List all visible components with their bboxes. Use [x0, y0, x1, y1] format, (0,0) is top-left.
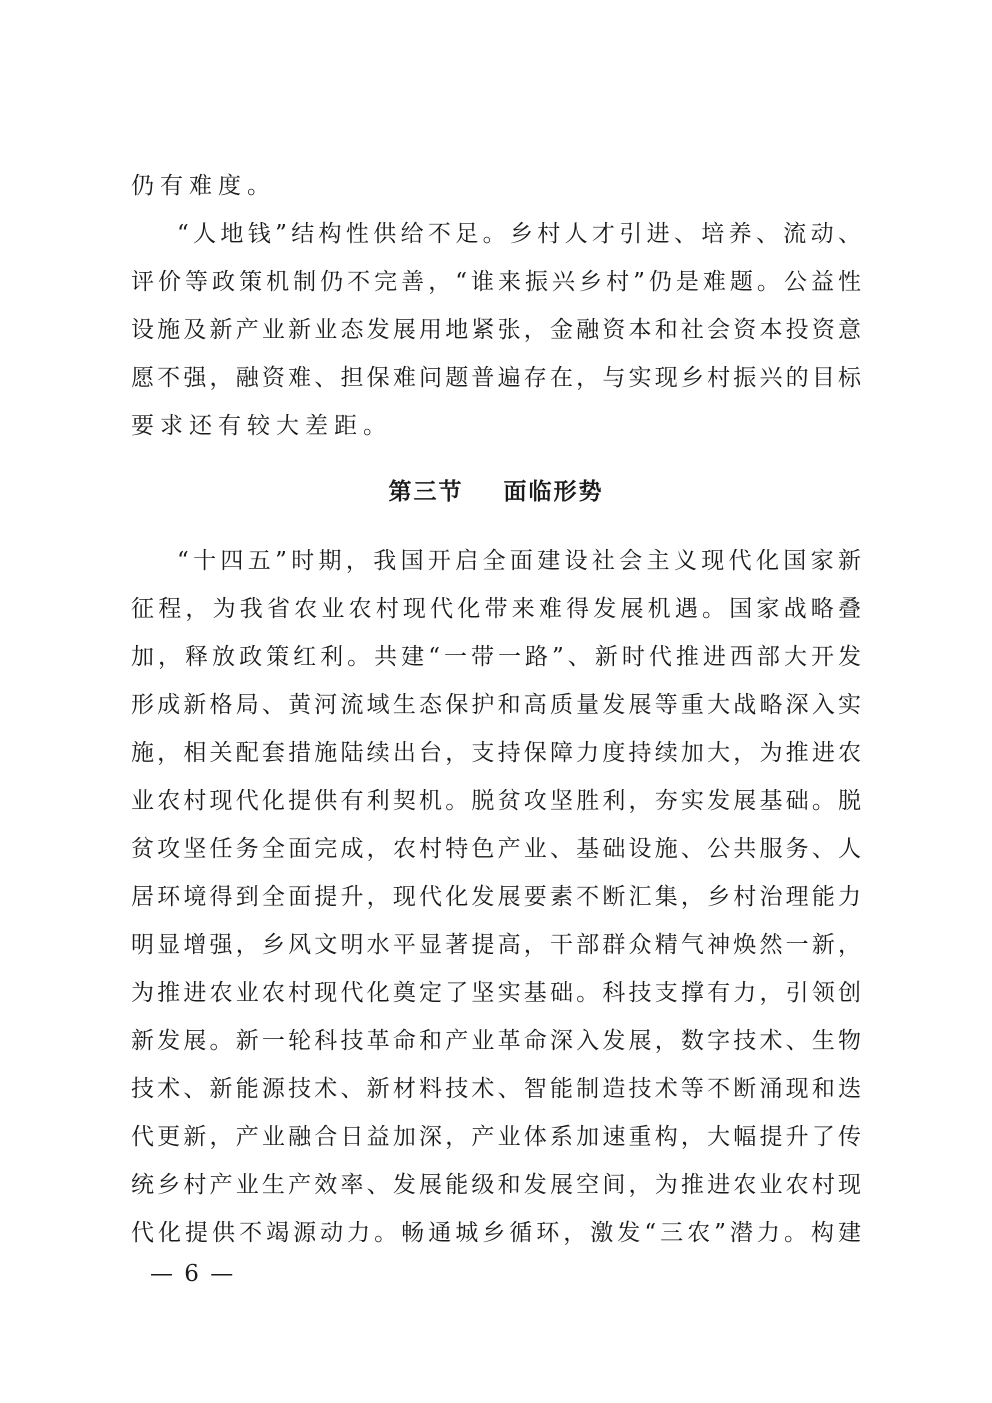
paragraph-line: 形成新格局、黄河流域生态保护和高质量发展等重大战略深入实 [131, 692, 861, 718]
paragraph-line: 为推进农业农村现代化奠定了坚实基础。科技支撑有力，引领创 [131, 980, 861, 1006]
paragraph-line: 施，相关配套措施陆续出台，支持保障力度持续加大，为推进农 [131, 740, 861, 766]
paragraph-line: 加，释放政策红利。共建“一带一路”、新时代推进西部大开发 [131, 644, 861, 670]
paragraph-line: 明显增强，乡风文明水平显著提高，干部群众精气神焕然一新， [131, 932, 861, 958]
paragraph-line: 愿不强，融资难、担保难问题普遍存在，与实现乡村振兴的目标 [131, 365, 861, 391]
paragraph-line: “人地钱”结构性供给不足。乡村人才引进、培养、流动、 [177, 221, 861, 247]
paragraph-line: 仍有难度。 [131, 173, 276, 199]
paragraph-line: 代更新，产业融合日益加深，产业体系加速重构，大幅提升了传 [131, 1124, 861, 1150]
paragraph-line: 统乡村产业生产效率、发展能级和发展空间，为推进农业农村现 [131, 1172, 861, 1198]
page-number: — 6 — [150, 1261, 236, 1287]
paragraph-line: 业农村现代化提供有利契机。脱贫攻坚胜利，夯实发展基础。脱 [131, 788, 861, 814]
paragraph-line: “十四五”时期，我国开启全面建设社会主义现代化国家新 [177, 548, 861, 574]
paragraph-line: 居环境得到全面提升，现代化发展要素不断汇集，乡村治理能力 [131, 884, 861, 910]
paragraph-line: 代化提供不竭源动力。畅通城乡循环，激发“三农”潜力。构建 [131, 1220, 861, 1246]
paragraph-line: 新发展。新一轮科技革命和产业革命深入发展，数字技术、生物 [131, 1028, 861, 1054]
paragraph-line: 设施及新产业新业态发展用地紧张，金融资本和社会资本投资意 [131, 317, 861, 343]
paragraph-line: 要求还有较大差距。 [131, 413, 392, 439]
section-heading: 第三节 面临形势 [388, 479, 604, 505]
paragraph-line: 技术、新能源技术、新材料技术、智能制造技术等不断涌现和迭 [131, 1076, 861, 1102]
paragraph-line: 征程，为我省农业农村现代化带来难得发展机遇。国家战略叠 [131, 596, 861, 622]
paragraph-line: 评价等政策机制仍不完善，“谁来振兴乡村”仍是难题。公益性 [131, 269, 861, 295]
paragraph-line: 贫攻坚任务全面完成，农村特色产业、基础设施、公共服务、人 [131, 836, 861, 862]
